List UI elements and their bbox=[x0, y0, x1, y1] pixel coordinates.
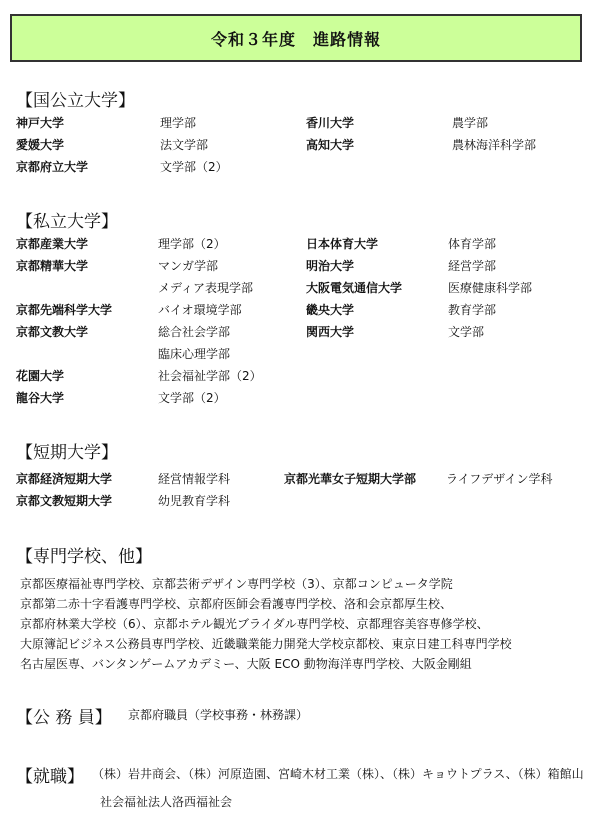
department-name: 文学部 bbox=[448, 325, 485, 339]
department-name: ライフデザイン学科 bbox=[446, 472, 553, 486]
section-heading-civil-service: 【公 務 員】 bbox=[16, 708, 112, 728]
department-name: 農林海洋科学部 bbox=[452, 138, 537, 152]
department-name: 農学部 bbox=[452, 116, 489, 130]
section-heading-employment: 【就職】 bbox=[16, 767, 84, 787]
university-name: 京都府立大学 bbox=[16, 160, 89, 174]
vocational-line: 京都医療福祉専門学校、京都芸術デザイン専門学校（3）、京都コンピュータ学院 bbox=[20, 577, 453, 591]
section-heading-vocational: 【専門学校、他】 bbox=[16, 547, 152, 567]
employment-line: 社会福祉法人洛西福祉会 bbox=[100, 795, 233, 809]
department-name: 社会福祉学部（2） bbox=[158, 369, 262, 383]
university-name: 明治大学 bbox=[306, 259, 355, 273]
department-name: マンガ学部 bbox=[158, 259, 219, 273]
department-name: 法文学部 bbox=[160, 138, 209, 152]
civil-service-detail: 京都府職員（学校事務・林務課） bbox=[128, 708, 309, 722]
department-name: 文学部（2） bbox=[160, 160, 228, 174]
department-name: 理学部（2） bbox=[158, 237, 226, 251]
vocational-school-list bbox=[20, 574, 590, 674]
department-name: 文学部（2） bbox=[158, 391, 226, 405]
section-heading-national: 【国公立大学】 bbox=[16, 91, 135, 111]
department-name: 総合社会学部 bbox=[158, 325, 231, 339]
university-name: 香川大学 bbox=[306, 116, 355, 130]
department-name: バイオ環境学部 bbox=[158, 303, 242, 317]
university-name: 日本体育大学 bbox=[306, 237, 379, 251]
university-name: 愛媛大学 bbox=[16, 138, 65, 152]
university-name: 京都文教短期大学 bbox=[16, 494, 113, 508]
department-name: 経営学部 bbox=[448, 259, 497, 273]
page-title-box bbox=[10, 14, 582, 62]
department-name: 体育学部 bbox=[448, 237, 497, 251]
employment-line: （株）岩井商会、（株）河原造園、宮崎木材工業（株）、（株）キョウトプラス、（株）箱館山 bbox=[92, 767, 584, 781]
vocational-line: 大原簿記ビジネス公務員専門学校、近畿職業能力開発大学校京都校、東京日建工科専門学校 bbox=[20, 637, 512, 651]
page-title: 令和３年度 進路情報 bbox=[210, 29, 381, 49]
university-name: 大阪電気通信大学 bbox=[306, 281, 403, 295]
university-name: 京都文教大学 bbox=[16, 325, 89, 339]
vocational-line: 京都府林業大学校（6）、京都ホテル観光ブライダル専門学校、京都理容美容専修学校、 bbox=[20, 617, 489, 631]
section-heading-private: 【私立大学】 bbox=[16, 212, 118, 232]
university-name: 京都光華女子短期大学部 bbox=[284, 472, 417, 486]
university-name: 京都先端科学大学 bbox=[16, 303, 113, 317]
university-name: 花園大学 bbox=[16, 369, 65, 383]
university-name: 京都経済短期大学 bbox=[16, 472, 113, 486]
department-name: 医療健康科学部 bbox=[448, 281, 533, 295]
vocational-line: 名古屋医専、バンタンゲームアカデミー、大阪 ECO 動物海洋専門学校、大阪金剛組 bbox=[20, 657, 472, 671]
department-name: 幼児教育学科 bbox=[158, 494, 231, 508]
section-heading-junior-college: 【短期大学】 bbox=[16, 443, 118, 463]
university-name: 京都産業大学 bbox=[16, 237, 89, 251]
vocational-line: 京都第二赤十字看護専門学校、京都府医師会看護専門学校、洛和会京都厚生校、 bbox=[20, 597, 453, 611]
university-name: 高知大学 bbox=[306, 138, 355, 152]
department-name: 経営情報学科 bbox=[158, 472, 231, 486]
department-name: 教育学部 bbox=[448, 303, 497, 317]
university-name: 関西大学 bbox=[306, 325, 355, 339]
department-name: 理学部 bbox=[160, 116, 197, 130]
department-name: 臨床心理学部 bbox=[158, 347, 231, 361]
university-name: 龍谷大学 bbox=[16, 391, 65, 405]
university-name: 畿央大学 bbox=[306, 303, 355, 317]
department-name: メディア表現学部 bbox=[158, 281, 254, 295]
university-name: 神戸大学 bbox=[16, 116, 65, 130]
university-name: 京都精華大学 bbox=[16, 259, 89, 273]
